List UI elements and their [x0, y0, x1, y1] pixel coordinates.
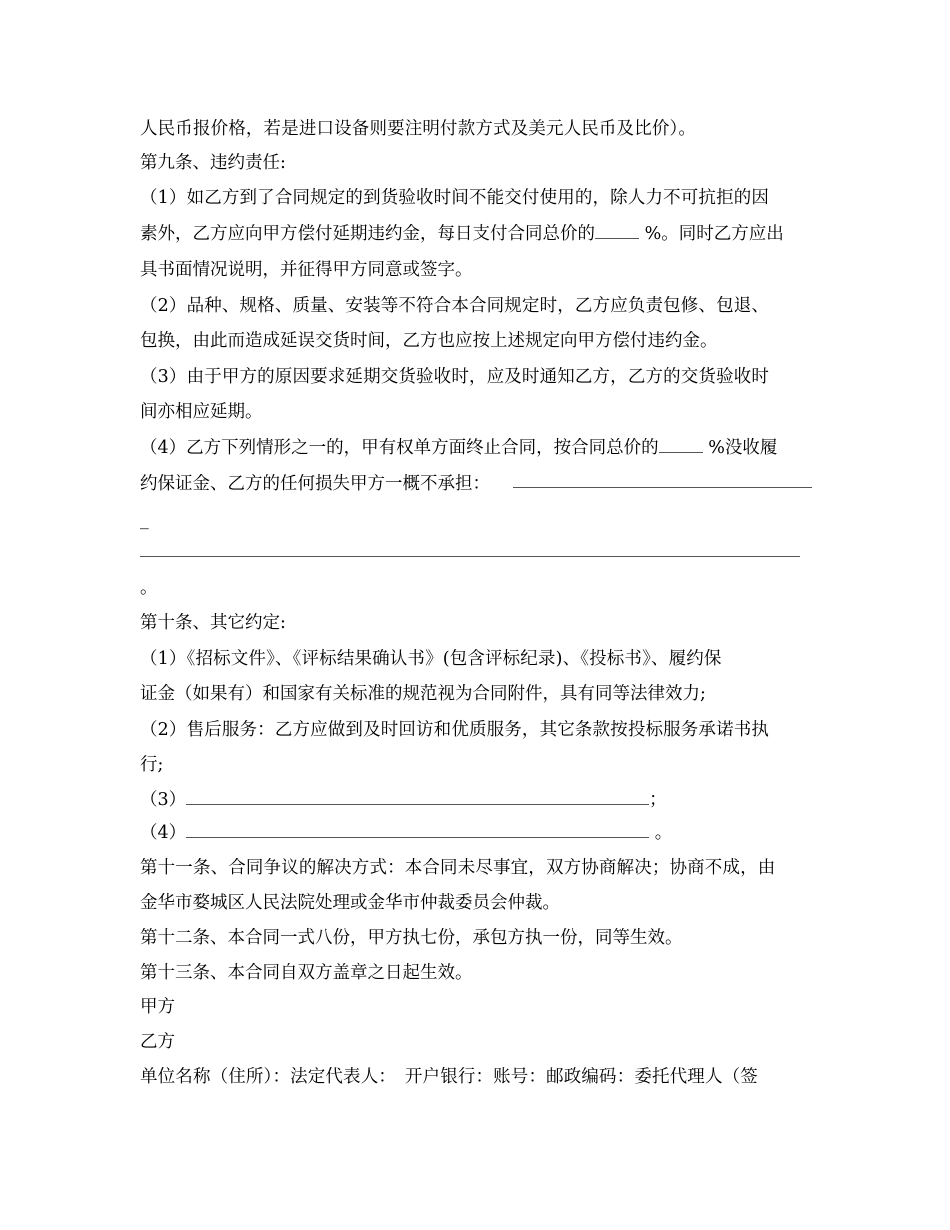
text-span: 约保证金、乙方的任何损失甲方一概不承担： — [140, 474, 490, 494]
fill-blank[interactable] — [186, 788, 649, 805]
fill-blank[interactable] — [659, 436, 703, 453]
text-line: （1）如乙方到了合同规定的到货验收时间不能交付使用的，除人力不可抗拒的因 — [140, 188, 770, 208]
party-b-label: 乙方 — [140, 1032, 175, 1052]
heading-article-9: 第九条、违约责任: — [140, 153, 286, 173]
text-line: （3）由于甲方的原因要求延期交货验收时，应及时通知乙方，乙方的交货验收时 — [140, 367, 770, 387]
fill-blank-line[interactable] — [140, 556, 800, 557]
text-line: 。 — [140, 578, 158, 598]
heading-article-12: 第十二条、本合同一式八份，甲方执七份，承包方执一份，同等生效。 — [140, 928, 683, 948]
text-span: （4）乙方下列情形之一的，甲有权单方面终止合同，按合同总价的 — [140, 438, 659, 458]
text-span: （4） — [140, 823, 187, 843]
heading-article-11: 第十一条、合同争议的解决方式：本合同未尽事宜，双方协商解决；协商不成，由 — [140, 858, 776, 878]
text-span: %。同时乙方应出 — [639, 224, 784, 244]
text-span: %没收履 — [702, 438, 778, 458]
text-line: 具书面情况说明，并征得甲方同意或签字。 — [140, 260, 473, 280]
text-line: （1）《招标文件》、《评标结果确认书》(包含评标纪录)、《投标书》、履约保 — [140, 649, 722, 669]
text-line: （2）售后服务：乙方应做到及时回访和优质服务，其它条款按投标服务承诺书执 — [140, 720, 770, 740]
text-line: 金华市婺城区人民法院处理或金华市仲裁委员会仲裁。 — [140, 893, 560, 913]
party-a-label: 甲方 — [140, 997, 175, 1017]
text-line-deposit — [140, 472, 820, 496]
text-line: 包换，由此而造成延误交货时间，乙方也应按上述规定向甲方偿付违约金。 — [140, 331, 718, 351]
text-line-price-note: 人民币报价格，若是进口设备则要注明付款方式及美元人民币及比价）。 — [140, 119, 697, 139]
text-line: （2）品种、规格、质量、安装等不符合本合同规定时，乙方应负责包修、包退、 — [140, 296, 770, 316]
signature-fields-line: 单位名称（住所）：法定代表人： 开户银行：账号：邮政编码：委托代理人（签 — [140, 1067, 758, 1087]
text-line-item-3 — [140, 788, 820, 812]
fill-blank[interactable] — [186, 821, 649, 838]
text-line: 证金（如果有）和国家有关标准的规范视为合同附件，具有同等法律效力; — [140, 684, 706, 704]
text-line-termination — [140, 436, 820, 460]
text-span: 素外，乙方应向甲方偿付延期违约金，每日支付合同总价的 — [140, 224, 595, 244]
heading-article-10: 第十条、其它约定: — [140, 613, 286, 633]
text-line-item-4 — [140, 821, 820, 845]
text-line: 行; — [140, 755, 164, 775]
text-line: 间亦相应延期。 — [140, 402, 263, 422]
text-span: （3） — [140, 790, 187, 810]
fill-blank-line[interactable] — [513, 487, 812, 488]
text-line: _ — [140, 510, 149, 530]
text-span: 。 — [649, 823, 673, 843]
fill-blank[interactable] — [595, 222, 639, 239]
text-span: ； — [649, 790, 667, 810]
text-line-penalty — [140, 222, 820, 246]
heading-article-13: 第十三条、本合同自双方盖章之日起生效。 — [140, 963, 473, 983]
